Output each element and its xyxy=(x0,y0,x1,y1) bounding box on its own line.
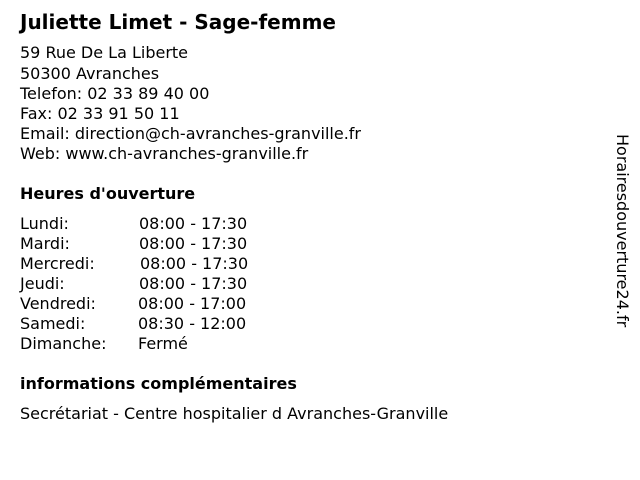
extra-info-text: Secrétariat - Centre hospitalier d Avranches-Granville xyxy=(20,404,449,423)
day-label: Samedi: xyxy=(20,314,86,333)
time-value: 08:00 - 17:30 xyxy=(139,274,248,293)
time-value: 08:00 - 17:30 xyxy=(139,234,248,253)
day-label: Dimanche: xyxy=(20,334,107,353)
time-value: 08:00 - 17:00 xyxy=(138,294,247,313)
time-value: 08:00 - 17:30 xyxy=(139,214,248,233)
day-label: Jeudi: xyxy=(20,274,65,293)
day-label: Lundi: xyxy=(20,214,69,233)
hours-heading: Heures d'ouverture xyxy=(20,184,196,203)
business-title: Juliette Limet - Sage-femme xyxy=(20,10,336,34)
time-value: Fermé xyxy=(138,334,188,353)
web-line: Web: www.ch-avranches-granville.fr xyxy=(20,144,309,163)
email-line: Email: direction@ch-avranches-granville.fr xyxy=(20,124,362,143)
phone-line: Telefon: 02 33 89 40 00 xyxy=(20,84,210,103)
address-street: 59 Rue De La Liberte xyxy=(20,43,189,62)
fax-line: Fax: 02 33 91 50 11 xyxy=(20,104,180,123)
time-value: 08:30 - 12:00 xyxy=(138,314,247,333)
time-value: 08:00 - 17:30 xyxy=(140,254,249,273)
day-label: Vendredi: xyxy=(20,294,96,313)
address-city: 50300 Avranches xyxy=(20,64,160,83)
day-label: Mardi: xyxy=(20,234,70,253)
site-watermark: Horairesdouverture24.fr xyxy=(613,134,632,328)
day-label: Mercredi: xyxy=(20,254,95,273)
extra-info-heading: informations complémentaires xyxy=(20,374,297,393)
